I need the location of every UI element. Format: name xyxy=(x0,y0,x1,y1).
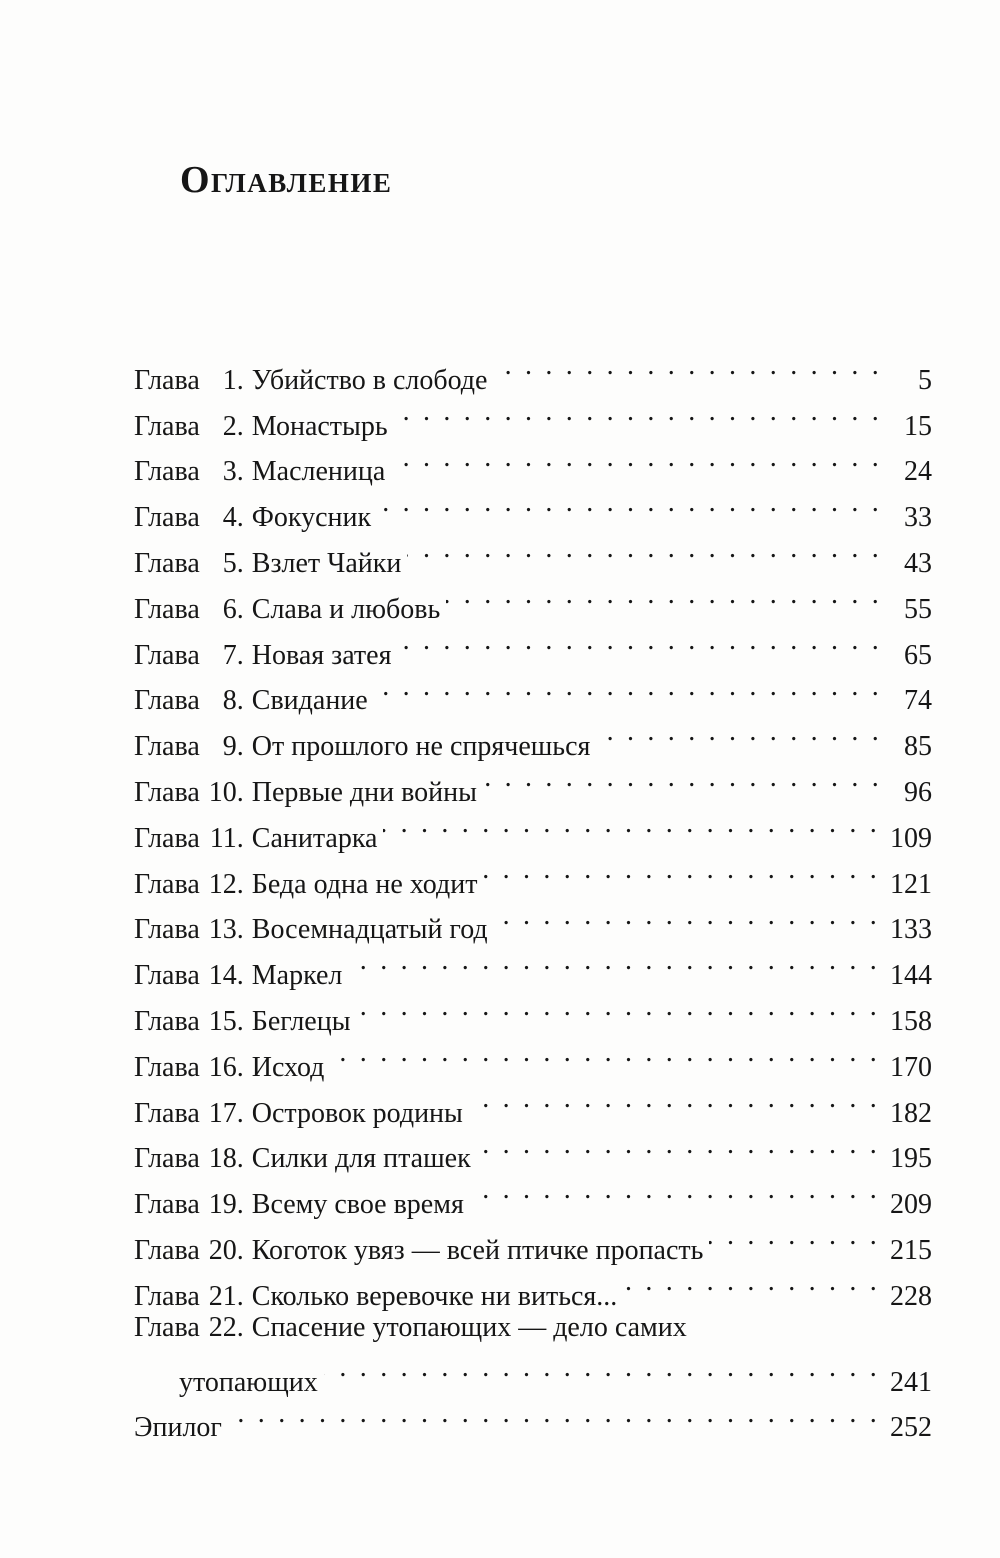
chapter-label: Глава xyxy=(134,364,200,396)
page-number: 55 xyxy=(904,593,932,625)
dot-leader xyxy=(383,801,880,847)
chapter-number: 3. xyxy=(222,456,244,488)
chapter-title: Беглецы xyxy=(251,1005,351,1037)
dot-leader xyxy=(483,847,880,893)
chapter-label: Глава xyxy=(134,502,200,534)
chapter-title: Островок родины xyxy=(251,1097,463,1129)
chapter-number: 16. xyxy=(208,1051,244,1083)
toc-entry-continuation[interactable] xyxy=(134,1345,932,1398)
chapter-label: Глава xyxy=(134,731,200,763)
chapter-label: Глава xyxy=(134,868,200,900)
table-of-contents xyxy=(134,343,932,1444)
chapter-title: Силки для пташек xyxy=(251,1143,471,1175)
chapter-title: Спасение утопающих — дело самих xyxy=(251,1311,687,1343)
chapter-title: Новая затея xyxy=(251,639,392,671)
chapter-title: Коготок увяз — всей птичке пропасть xyxy=(251,1234,704,1266)
dot-leader xyxy=(324,1345,880,1391)
dot-leader xyxy=(377,480,882,526)
page-number: 133 xyxy=(890,914,932,946)
chapter-label: Глава xyxy=(134,456,200,488)
dot-leader xyxy=(469,1076,880,1122)
chapter-number: 14. xyxy=(208,960,244,992)
page-number: 15 xyxy=(904,410,932,442)
chapter-number: 7. xyxy=(222,639,244,671)
page-number: 182 xyxy=(890,1097,932,1129)
chapter-number: 12. xyxy=(208,868,244,900)
dot-leader xyxy=(470,1167,880,1213)
chapter-label: Глава xyxy=(134,410,200,442)
chapter-label: Глава xyxy=(134,960,200,992)
dot-leader xyxy=(709,1213,880,1259)
dot-leader xyxy=(357,984,880,1030)
dot-leader xyxy=(348,938,880,984)
toc-list xyxy=(134,343,932,1312)
dot-leader xyxy=(477,1122,880,1168)
chapter-title: Санитарка xyxy=(251,822,378,854)
chapter-label: Глава xyxy=(134,1311,200,1343)
chapter-title: От прошлого не спрячешься xyxy=(251,731,591,763)
page-number: 209 xyxy=(890,1189,932,1221)
toc-entry-epilogue[interactable] xyxy=(134,1391,932,1444)
chapter-title: Восемнадцатый год xyxy=(251,914,488,946)
dot-leader xyxy=(623,1259,880,1305)
page-number: 228 xyxy=(890,1280,932,1312)
chapter-number: 20. xyxy=(208,1234,244,1266)
chapter-number: 18. xyxy=(208,1143,244,1175)
chapter-number: 6. xyxy=(222,593,244,625)
page-number: 65 xyxy=(904,639,932,671)
page-title: Оглавление xyxy=(180,159,393,201)
page-number: 158 xyxy=(890,1005,932,1037)
page-number: 241 xyxy=(890,1366,932,1398)
chapter-number: 11. xyxy=(209,822,244,854)
chapter-label: Глава xyxy=(134,1143,200,1175)
chapter-number: 8. xyxy=(222,685,244,717)
chapter-number: 22. xyxy=(208,1311,244,1343)
chapter-title: Свидание xyxy=(251,685,368,717)
page-number: 215 xyxy=(890,1234,932,1266)
chapter-number: 9. xyxy=(222,731,244,763)
page-number: 170 xyxy=(890,1051,932,1083)
page-number: 109 xyxy=(890,822,932,854)
chapter-title: Беда одна не ходит xyxy=(251,868,478,900)
chapter-number: 2. xyxy=(222,410,244,442)
chapter-number: 21. xyxy=(208,1280,244,1312)
dot-leader xyxy=(391,435,882,481)
chapter-label: Глава xyxy=(134,822,200,854)
chapter-title: Убийство в слободе xyxy=(251,364,488,396)
chapter-title: утопающих xyxy=(179,1366,318,1398)
dot-leader xyxy=(330,1030,880,1076)
dot-leader xyxy=(494,893,880,939)
dot-leader xyxy=(397,618,882,664)
dot-leader xyxy=(228,1391,880,1437)
chapter-number: 19. xyxy=(208,1189,244,1221)
chapter-title: Фокусник xyxy=(251,502,372,534)
dot-leader xyxy=(407,526,882,572)
page-number: 195 xyxy=(890,1143,932,1175)
chapter-title: Масленица xyxy=(251,456,386,488)
page-number: 252 xyxy=(890,1412,932,1444)
chapter-title: Первые дни войны xyxy=(251,776,477,808)
chapter-label: Глава xyxy=(134,547,200,579)
page-number: 33 xyxy=(904,502,932,534)
chapter-number: 13. xyxy=(208,914,244,946)
page-number: 43 xyxy=(904,547,932,579)
chapter-label: Глава xyxy=(134,1280,200,1312)
dot-leader xyxy=(596,709,882,755)
chapter-label: Глава xyxy=(134,639,200,671)
chapter-label: Глава xyxy=(134,685,200,717)
chapter-label: Глава xyxy=(134,1097,200,1129)
chapter-title: Всему свое время xyxy=(251,1189,464,1221)
chapter-label: Глава xyxy=(134,1051,200,1083)
chapter-number: 10. xyxy=(208,776,244,808)
dot-leader xyxy=(493,343,882,389)
page-number: 24 xyxy=(904,456,932,488)
dot-leader xyxy=(446,572,882,618)
dot-leader xyxy=(483,755,882,801)
page-number: 5 xyxy=(918,364,932,396)
chapter-number: 5. xyxy=(222,547,244,579)
toc-entry[interactable] xyxy=(134,1305,932,1345)
page-number: 85 xyxy=(904,731,932,763)
chapter-title: Исход xyxy=(251,1051,325,1083)
dot-leader xyxy=(394,389,882,435)
chapter-number: 17. xyxy=(208,1097,244,1129)
chapter-label: Глава xyxy=(134,1005,200,1037)
page-number: 121 xyxy=(890,868,932,900)
chapter-label: Глава xyxy=(134,1234,200,1266)
chapter-title: Слава и любовь xyxy=(251,593,441,625)
chapter-title: Эпилог xyxy=(134,1412,222,1444)
page-number: 144 xyxy=(890,960,932,992)
chapter-label: Глава xyxy=(134,1189,200,1221)
chapter-label: Глава xyxy=(134,914,200,946)
page-number: 96 xyxy=(904,776,932,808)
chapter-title: Взлет Чайки xyxy=(251,547,402,579)
chapter-title: Монастырь xyxy=(251,410,388,442)
chapter-number: 4. xyxy=(222,502,244,534)
page-number: 74 xyxy=(904,685,932,717)
chapter-title: Сколько веревочке ни виться... xyxy=(251,1280,618,1312)
toc-entry[interactable] xyxy=(134,343,932,396)
chapter-title: Маркел xyxy=(251,960,343,992)
chapter-number: 1. xyxy=(222,364,244,396)
dot-leader xyxy=(374,664,882,710)
chapter-number: 15. xyxy=(208,1005,244,1037)
chapter-label: Глава xyxy=(134,776,200,808)
chapter-label: Глава xyxy=(134,593,200,625)
